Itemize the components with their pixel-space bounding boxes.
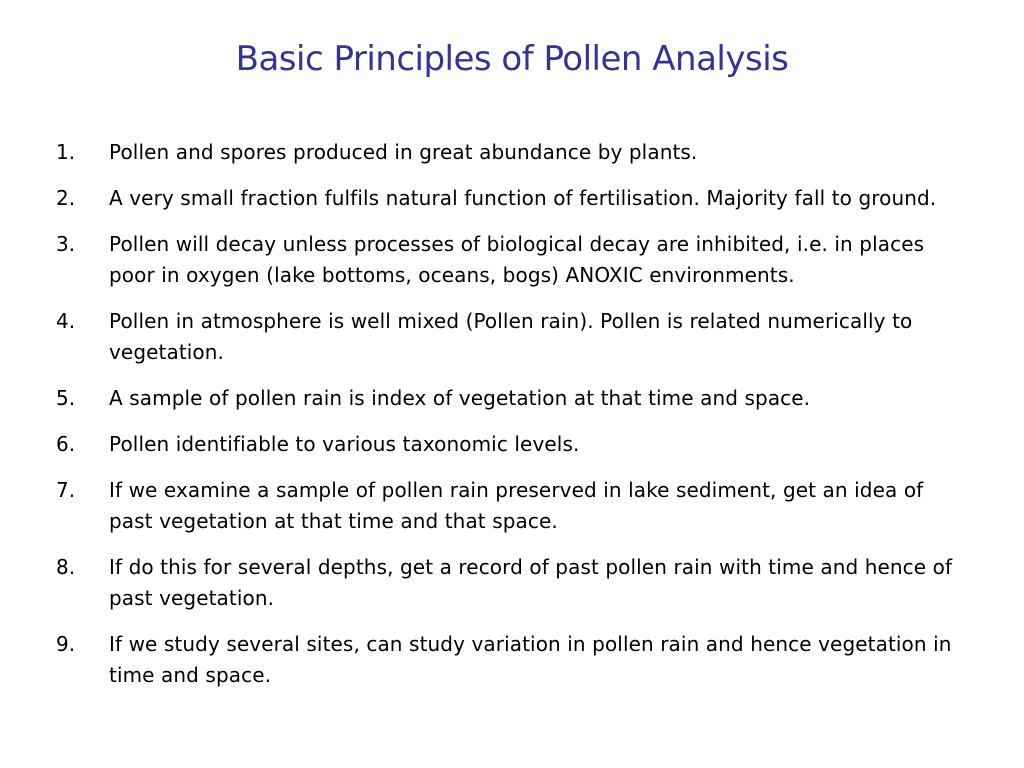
item-text: If we study several sites, can study variation in pollen rain and hence vegetation in time and space. (109, 632, 952, 687)
item-number: 9. (56, 632, 76, 656)
list-item (56, 552, 966, 614)
list-item (56, 137, 966, 168)
item-text: A sample of pollen rain is index of vegetation at that time and space. (109, 386, 811, 410)
list-item (56, 183, 966, 214)
item-text: A very small fraction fulfils natural function of fertilisation. Majority fall to ground. (109, 186, 937, 210)
item-text: Pollen identifiable to various taxonomic levels. (109, 432, 580, 456)
list-item (56, 629, 966, 691)
list-item (56, 429, 966, 460)
slide-title: Basic Principles of Pollen Analysis (235, 39, 789, 79)
item-number: 3. (56, 232, 76, 256)
item-number: 1. (56, 140, 76, 164)
item-number: 7. (56, 478, 76, 502)
item-number: 8. (56, 555, 76, 579)
list-item (56, 229, 966, 291)
item-text: If do this for several depths, get a record of past pollen rain with time and hence of past vegetation. (109, 555, 953, 610)
list-item (56, 383, 966, 414)
item-text: Pollen will decay unless processes of biological decay are inhibited, i.e. in places poor in oxygen (lake bottoms, oceans, bogs) ANOXIC environments. (109, 232, 925, 287)
item-number: 4. (56, 309, 76, 333)
list-item (56, 475, 966, 537)
item-text: Pollen in atmosphere is well mixed (Pollen rain). Pollen is related numerically to vegetation. (109, 309, 913, 364)
item-number: 2. (56, 186, 76, 210)
item-number: 6. (56, 432, 76, 456)
item-text: Pollen and spores produced in great abundance by plants. (109, 140, 698, 164)
item-text: If we examine a sample of pollen rain preserved in lake sediment, get an idea of past vegetation at that time and that space. (109, 478, 924, 533)
item-number: 5. (56, 386, 76, 410)
principles-list (56, 137, 966, 706)
list-item (56, 306, 966, 368)
